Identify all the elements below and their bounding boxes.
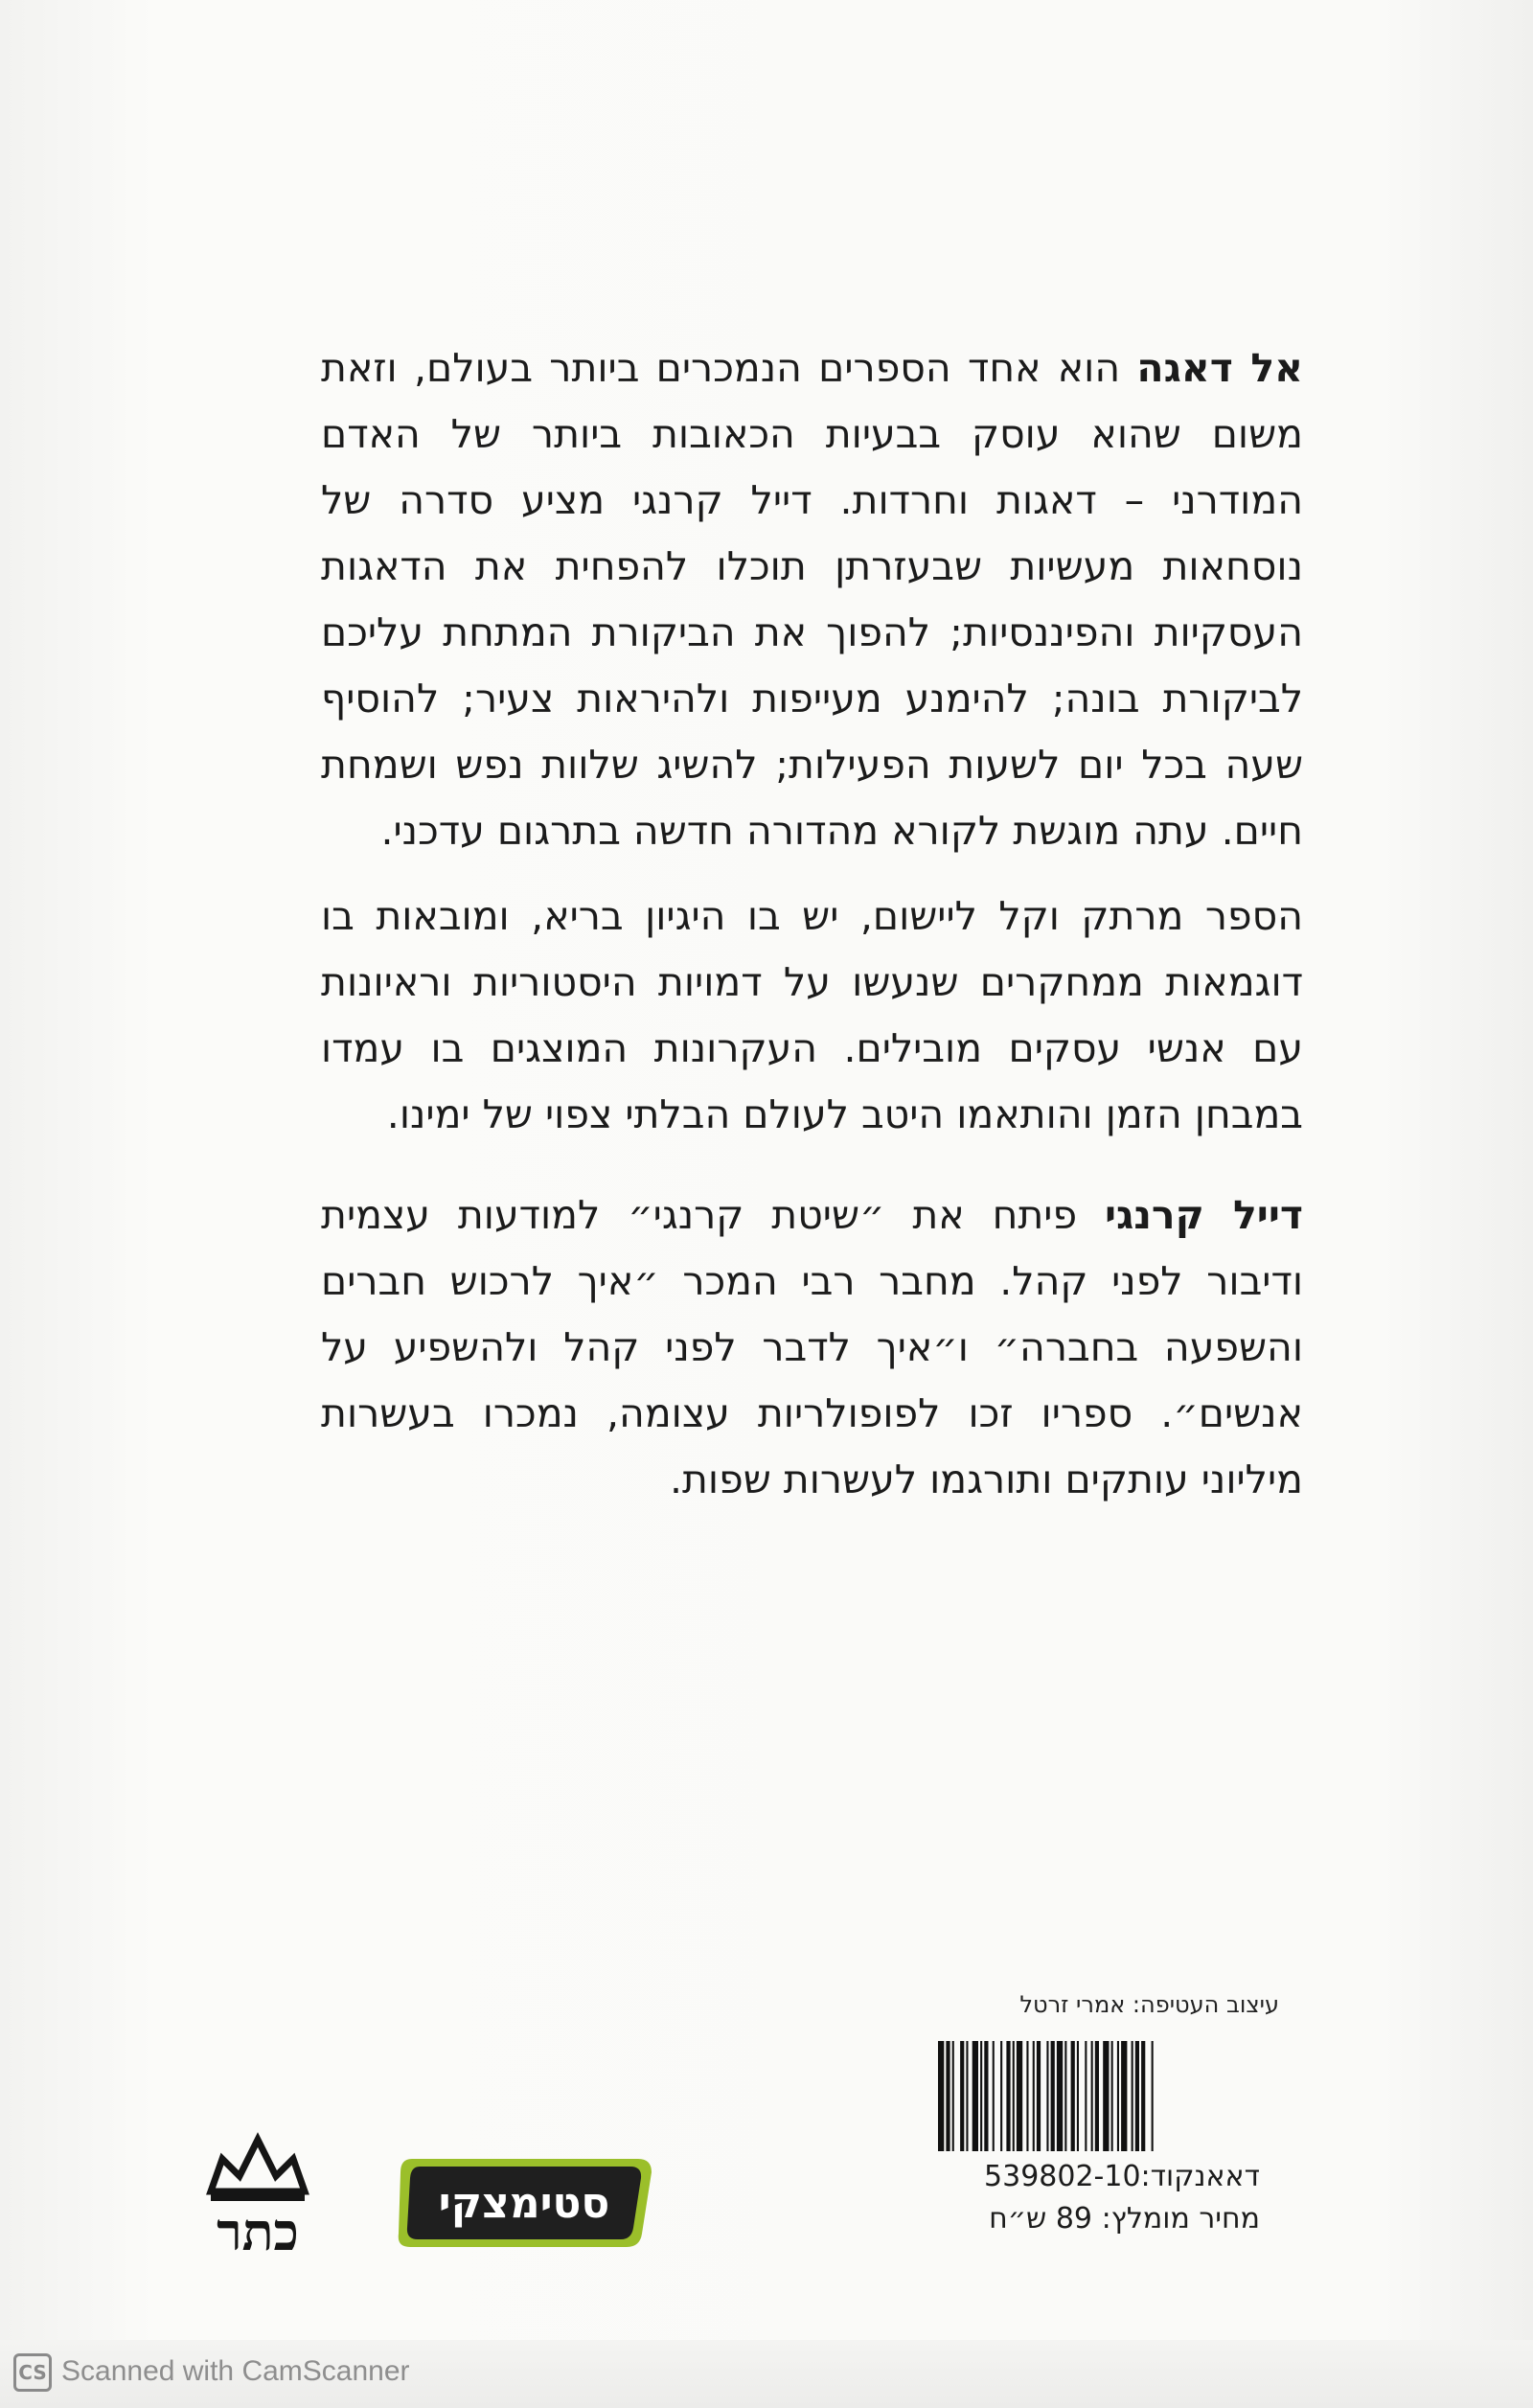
author-name: דייל קרנגי	[1104, 1192, 1303, 1238]
author-bio-text: פיתח את ״שיטת קרנגי״ למודעות עצמית ודיבור לפני קהל. מחבר רבי המכר ״איך לרכוש חברים והשפעה בחברה״ ו״איך לדבר לפני קהל ולהשפיע על אנשים״. ספריו זכו לפופולריות עצומה, נמכרו בעשרות מיליוני עותקים ותורגמו לעשרות שפות.	[321, 1192, 1303, 1502]
crown-icon	[201, 2132, 314, 2205]
stimatzky-wordmark: סטימצקי	[438, 2178, 610, 2228]
camscanner-icon: CS	[13, 2353, 52, 2392]
barcode-graphic	[934, 2041, 1260, 2151]
barcode-code: דאאנקוד:539802-10	[984, 2160, 1260, 2193]
blurb-paragraph-2-text: הספר מרתק וקל ליישום, יש בו היגיון בריא, ומובאות בו דוגמאות ממחקרים שנעשו על דמויות היסטוריות וראיונות עם אנשי עסקים מובילים. העקרונות המוצגים בו עמדו במבחן הזמן והותאמו היטב לעולם הבלתי צפוי של ימינו.	[321, 893, 1303, 1137]
barcode-info	[934, 2156, 1260, 2240]
recommended-price: מחיר מומלץ: 89 ש״ח	[989, 2202, 1260, 2236]
blurb-paragraph-1	[321, 335, 1303, 864]
keter-wordmark: כתר	[217, 2201, 299, 2262]
blurb-paragraph-2	[321, 883, 1303, 1148]
cover-design-credit: עיצוב העטיפה: אמרי זרטל	[1019, 1991, 1279, 2018]
barcode-icon	[934, 2041, 1260, 2151]
camscanner-watermark: Scanned with CamScanner	[61, 2355, 410, 2387]
keter-logo	[201, 2132, 314, 2271]
stimatzky-logo	[391, 2151, 657, 2255]
author-bio-paragraph	[321, 1182, 1303, 1513]
blurb-paragraph-1-text: הוא אחד הספרים הנמכרים ביותר בעולם, וזאת משום שהוא עוסק בבעיות הכאובות ביותר של האדם המודרני – דאגות וחרדות. דייל קרנגי מציע סדרה של נוסחאות מעשיות שבעזרתן תוכלו להפחית את הדאגות העסקיות והפיננסיות; להפוך את הביקורת המתחת עליכם לביקורת בונה; להימנע מעייפות ולהיראות צעיר; להוסיף שעה בכל יום לשעות הפעילות; להשיג שלוות נפש ושמחת חיים. עתה מוגשת לקורא מהדורה חדשה בתרגום עדכני.	[321, 345, 1303, 854]
book-title: אל דאגה	[1136, 345, 1303, 391]
